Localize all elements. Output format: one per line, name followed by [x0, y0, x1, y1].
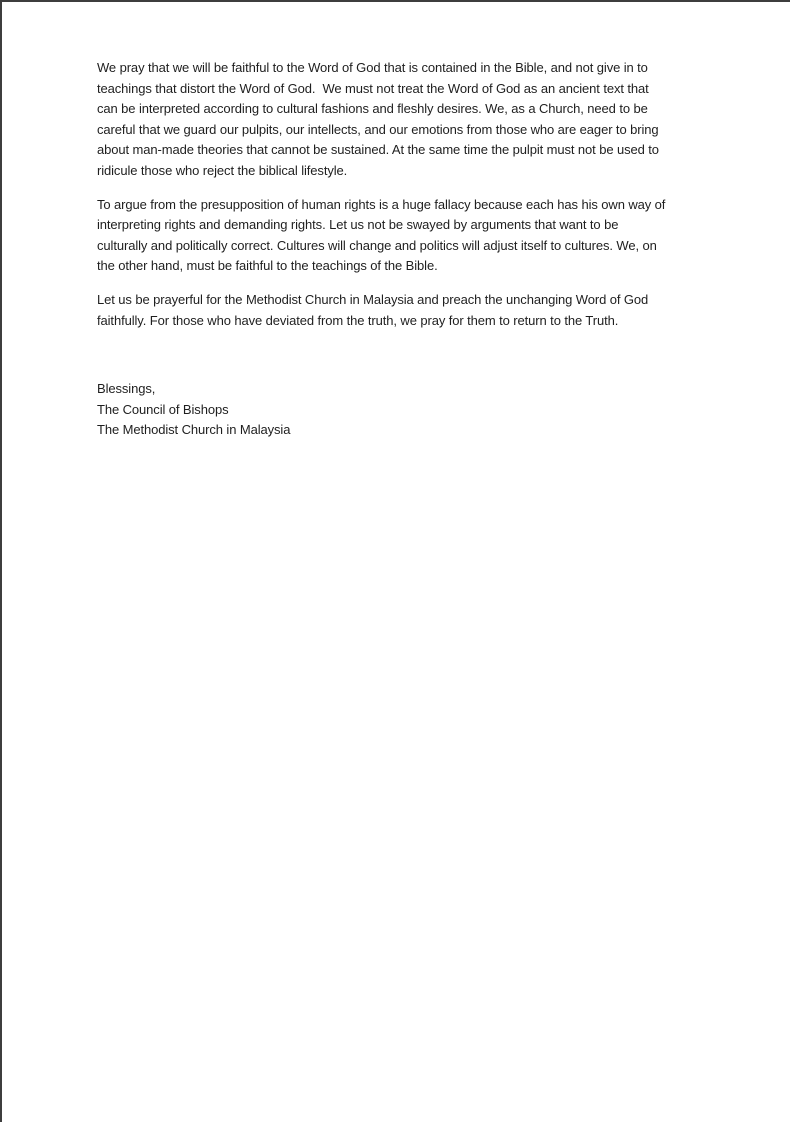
- text-line: faithfully. For those who have deviated from the truth, we pray for them to return to the Truth.: [97, 312, 619, 328]
- text-line: careful that we guard our pulpits, our intellects, and our emotions from those who are eager to bring: [97, 121, 659, 137]
- text-line: To argue from the presupposition of human rights is a huge fallacy because each has his own way of: [97, 196, 666, 212]
- signature-author: The Council of Bishops: [97, 401, 229, 417]
- text-line: Let us be prayerful for the Methodist Church in Malaysia and preach the unchanging Word of God: [97, 292, 649, 307]
- signature-organization: The Methodist Church in Malaysia: [97, 422, 291, 437]
- text-line: the other hand, must be faithful to the teachings of the Bible.: [97, 258, 438, 273]
- text-line: about man-made theories that cannot be sustained. At the same time the pulpit must not be used to: [97, 142, 659, 157]
- paragraph-faithfulness: [97, 58, 757, 181]
- text-line: interpreting rights and demanding rights. Let us not be swayed by arguments that want to be: [97, 217, 619, 232]
- letter-body: [97, 58, 757, 441]
- paragraph-prayer: [97, 290, 757, 331]
- signature-closing: Blessings,: [97, 381, 156, 396]
- text-line: We pray that we will be faithful to the Word of God that is contained in the Bible, and not give in to: [97, 60, 648, 75]
- paragraph-human-rights: [97, 195, 757, 277]
- text-line: ridicule those who reject the biblical lifestyle.: [97, 162, 348, 178]
- text-line: culturally and politically correct. Cultures will change and politics will adjust itself to cultures. We, on: [97, 237, 657, 253]
- signature-block: [97, 379, 757, 441]
- text-line: teachings that distort the Word of God. We must not treat the Word of God as an ancient text that: [97, 80, 649, 96]
- text-line: can be interpreted according to cultural fashions and fleshly desires. We, as a Church, need to be: [97, 101, 648, 116]
